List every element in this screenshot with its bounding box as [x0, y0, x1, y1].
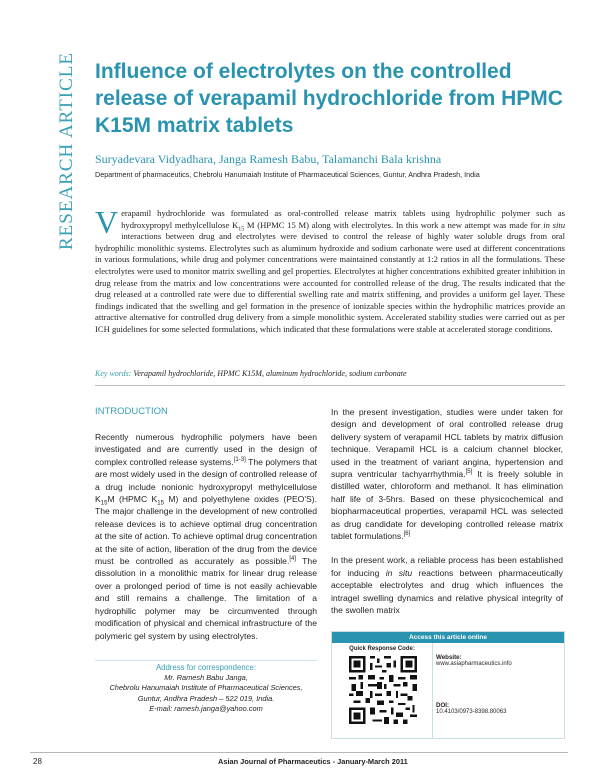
journal-footer: Asian Journal of Pharmaceutics - January-March 2011	[218, 757, 408, 766]
paragraph-text: Recently numerous hydrophilic polymers have been investigated and are currently used in the design of complex controlled release systems.	[95, 432, 317, 467]
abstract-subscript: 15	[238, 226, 245, 233]
abstract-text-a: erapamil hydrochloride was formulated as oral-controlled release matrix tablets using hydrophilic polymer such as hydroxypropyl methylcellulose K	[121, 208, 565, 230]
abstract-in-situ: in situ	[543, 219, 566, 230]
website-block	[436, 654, 512, 667]
page-number: 28	[33, 757, 42, 766]
paragraph-text: The polymers that are most widely used in the design of controlled release of a drug include nonionic hydroxypropyl methylcellulose K	[95, 456, 318, 505]
abstract	[95, 204, 566, 336]
section-heading-introduction: INTRODUCTION	[95, 406, 168, 417]
paragraph	[331, 406, 563, 542]
citation: [5]	[465, 469, 473, 476]
author-list: Suryadevara Vidyadhara, Janga Ramesh Babu, Talamanchi Bala krishna	[95, 152, 442, 166]
paragraph-italic: in situ	[385, 567, 413, 578]
paragraph	[95, 431, 317, 642]
website-link[interactable]: www.asiapharmaceutics.info	[436, 661, 512, 667]
citation: [1-3]	[233, 456, 246, 463]
correspondence-institute: Chebrolu Hanumaiah Institute of Pharmaceutical Sciences,	[109, 683, 303, 693]
paragraph-text: M (HPMC K	[107, 494, 158, 505]
qr-label: Quick Response Code:	[349, 646, 415, 652]
correspondence-heading: Address for correspondence:	[155, 663, 257, 672]
body-right-column	[331, 406, 563, 629]
paragraph-text: In the present investigation, studies were under taken for design and development of oral controlled release drug delivery system of verapamil HCL tablets by matrix diffusion technique. Verapamil HCL is a calcium channel blocker, used in the treatment of variant angina, hypertension and supra ventricular tachyarrhythmia.	[331, 407, 563, 480]
article-type-label	[56, 51, 86, 250]
subscript: 15	[100, 500, 108, 507]
keywords-label: Key words:	[95, 369, 132, 378]
citation: [4]	[289, 556, 297, 563]
access-online-box	[331, 631, 565, 739]
body-left-column	[95, 431, 317, 654]
abstract-text-b: M (HPMC 15 M) along with electrolytes. In this work a new attempt was made for	[244, 219, 544, 230]
correspondence-name: Mr. Ramesh Babu Janga,	[164, 673, 248, 683]
article-title: Influence of electrolytes on the controlled release of verapamil hydrochloride from HPMC K15M matrix tablets	[95, 60, 563, 137]
subscript: 15	[157, 500, 164, 507]
correspondence-box	[95, 660, 317, 714]
citation: [6]	[403, 531, 411, 538]
correspondence-address: Guntur, Andhra Pradesh – 522 019, India.	[137, 693, 275, 703]
paragraph-text: In the present work, a reliable process has been established for inducing	[331, 555, 563, 578]
keywords-text: Verapamil hydrochloride, HPMC K15M, aluminum hydrochloride, sodium carbonate	[133, 369, 407, 378]
paragraph-text: reactions between pharmaceutically acceptable electrolytes and drug which influences the intragel swelling dynamics and relative physical integrity of the swollen matrix	[331, 567, 563, 616]
doi-block	[436, 702, 506, 715]
affiliation: Department of pharmaceutics, Chebrolu Hanumaiah Institute of Pharmaceutical Sciences, Guntur, Andhra Pradesh, India	[95, 170, 480, 179]
paragraph-text: It is freely soluble in distilled water, chloroform and methanol. It has elimination half life of 3-5hrs. Based on these physicochemical and biopharmaceutical properties, verapamil HCL was selected as drug candidate for developing controlled release matrix tablet formulations.	[331, 469, 563, 542]
doi-label: DOI:	[436, 702, 450, 709]
abstract-text-c: interactions between drug and electrolytes were devised to control the release of highly water soluble drugs from oral hydrophilic monolithic systems. Electrolytes such as aluminum hydroxide and sodium carbonate were used at different concentrations in various formulations, while drug and polymer concentrations were maintained constantly at 1:2 ratios in all the formulations. These electrolytes were used to monitor matrix swelling and gel properties. Electrolytes at higher concentrations exhibited greater inhibition in drug release from the matrix and low concentrations were accounted for controlled release of the drug. The results indicated that the drug released at a controlled rate were due to differential swelling rate and matrix stiffening, and provides a uniform gel layer. These findings indicated that the swelling and gel formation in the presence of ionizable species within the hydrophilic matrices provide an attractive alternative for controlled drug delivery from a simple monolithic system. Accelerated stability studies were carried out as per ICH guidelines for some selected formulations, which indicated that these formulations were stable at accelerated storage conditions.	[95, 231, 565, 334]
website-label: Website:	[436, 654, 462, 661]
paragraph-text: M) and polyethylene oxides (PEO'S). The major challenge in the development of new controlled release devices is to achieve optimal drug concentration at the site of action. To achieve optimal drug concentration at the site of action, liberation of the drug from the device must be controlled as accurately as possible.	[95, 494, 317, 567]
doi-link[interactable]: 10.4103/0973-8398.80063	[436, 709, 507, 715]
qr-code-icon[interactable]	[349, 656, 417, 724]
access-divider	[432, 643, 433, 738]
abstract-divider	[95, 385, 565, 386]
access-heading: Access this article online	[332, 632, 564, 643]
correspondence-email[interactable]: E-mail: ramesh.janga@yahoo.com	[149, 703, 263, 713]
keywords	[95, 369, 565, 378]
paragraph-text: The dissolution in a monolithic matrix for linear drug release over a prolonged period of time is not easily achievable and still remains a challenge. The limitation of a hydrophilic polymer may be circumvented through modification of physical and chemical infrastructure of the polymeric gel system by using electrolytes.	[95, 556, 317, 641]
paragraph	[331, 554, 563, 616]
footer-divider	[30, 752, 568, 753]
article-type-text: RESEARCH ARTICLE	[56, 51, 77, 250]
abstract-dropcap: V	[95, 204, 119, 240]
